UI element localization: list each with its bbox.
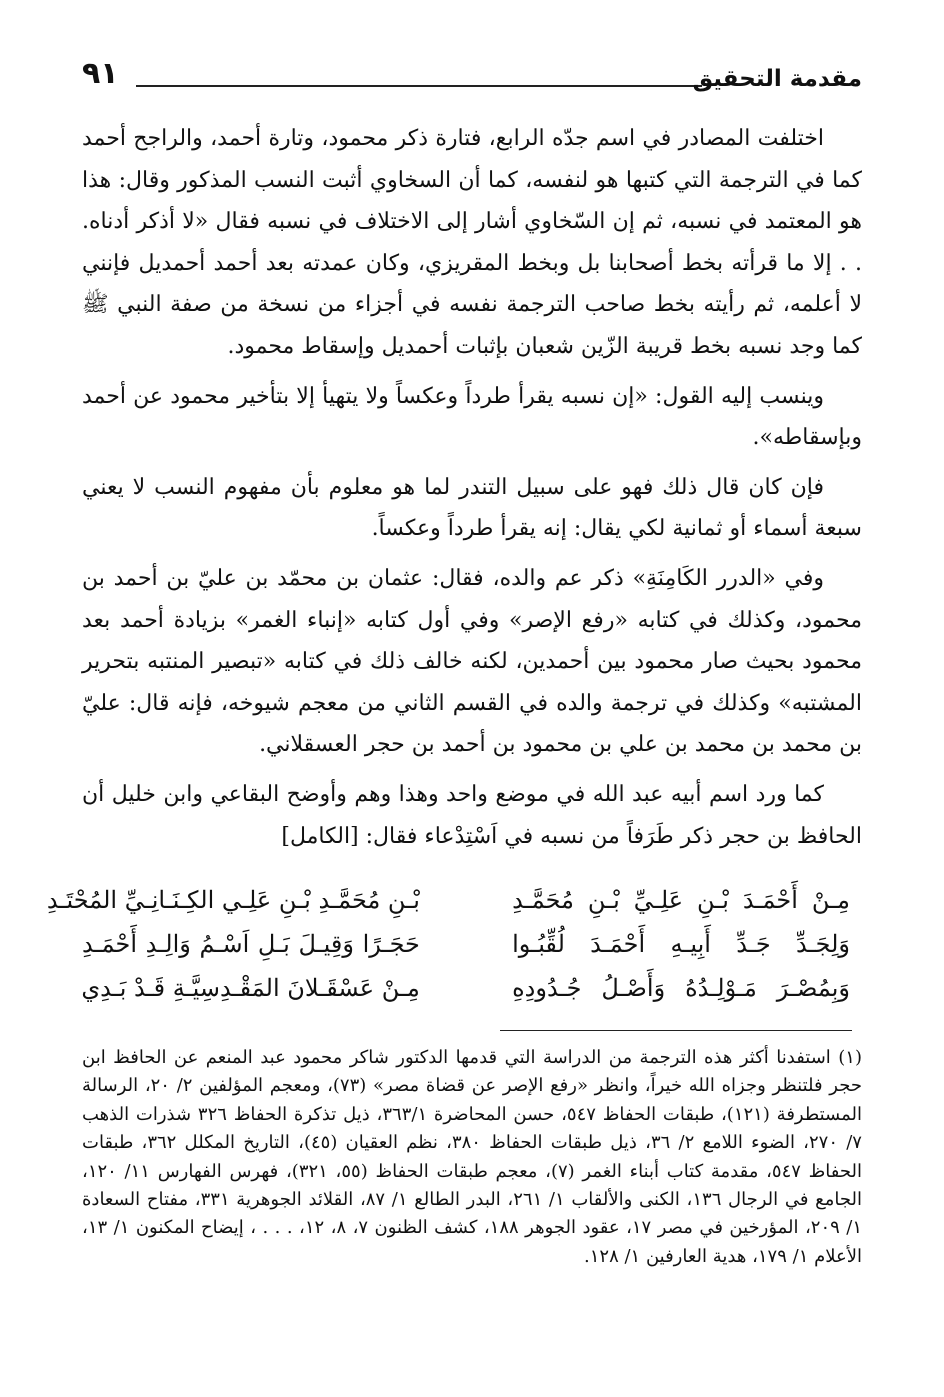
verse-first-hemistich: وَبِمُصْـرَ مَـوْلِـدُهُ وَأَصْـلُ جُـدُودِهِ (512, 974, 850, 1002)
verse-second-hemistich: بْـنِ مُحَمَّـدِ بْـنِ عَلِـي الكِـنَـانِـيِّ المُحْتَـدِ (46, 886, 420, 914)
verse-first-hemistich: مِـنْ أَحْمَـدَ بْـنِ عَلِـيِّ بْـنِ مُحَمَّـدِ (512, 886, 850, 914)
paragraph: كما ورد اسم أبيه عبد الله في موضع واحد وهذا وهم وأوضح البقاعي وابن خليل أن الحافظ بن حجر ذكر طَرَفاً من نسبه في اَسْتِدْعاء فقال: [الكامل] (82, 781, 862, 849)
header-rule (136, 85, 702, 87)
verse-second-hemistich: حَجَـرًا وَقِيـلَ بَـلِ اَسْـمُ وَالِـدِ أَحْمَـدِ (82, 930, 420, 958)
verse-first-hemistich: وَلِجَـدِّ جَـدِّ أَبِيـهِ أَحْمَـدَ لُقِّبُـوا (512, 930, 850, 958)
footnote (82, 1044, 862, 1271)
page-header (82, 52, 862, 104)
paragraph: اختلفت المصادر في اسم جدّه الرابع، فتارة ذكر محمود، وتارة أحمد، والراجح أحمد كما في الترجمة التي كتبها هو لنفسه، كما أن السخاوي أثبت النسب المذكور وقال: هذا هو المعتمد في نسبه، ثم إن السّخاوي أشار إلى الاختلاف في نسبه فقال «لا أذكر أدناه. . . إلا ما قرأته بخط أصحابنا بل وبخط المقريزي، وكان عمدته بعد أحمد أحمديل فإنني لا أعلمه، ثم رأيته بخط صاحب الترجمة نفسه في أجزاء من نسخة من صفة النبي ﷺ كما وجد نسبه بخط قريبة الزّين شعبان بإثبات أحمديل وإسقاط محمود. (82, 126, 862, 359)
verse-second-hemistich: مِـنْ عَسْقَـلانَ المَقْـدِسِيَّـةِ قَـدْ بَـدِي (81, 974, 420, 1002)
paragraph: وفي «الدرر الكَامِنَةِ» ذكر عم والده، فقال: عثمان بن محمّد بن عليّ بن أحمد بن محمود، وكذلك في كتابه «رفع الإصر» وفي أول كتابه «إنباء الغمر» بزيادة أحمد بعد محمود بحيث صار محمود بين أحمدين، لكنه خالف ذلك في كتابه «تبصير المنتبه بتحرير المشتبه» وكذلك في ترجمة والده في القسم الثاني من معجم شيوخه، فإنه قال: عليّ بن محمد بن محمد بن علي بن محمود بن أحمد بن حجر العسقلاني. (82, 565, 862, 758)
footnote-separator (500, 1030, 852, 1031)
running-title: مقدمة التحقيق (692, 66, 862, 92)
poem (46, 878, 850, 1010)
paragraph: وينسب إليه القول: «إن نسبه يقرأ طرداً وعكساً ولا يتهيأ إلا بتأخير محمود عن أحمد وبإسقاطه». (82, 383, 862, 451)
paragraph: فإن كان قال ذلك فهو على سبيل التندر لما هو معلوم بأن مفهوم النسب لا يعني سبعة أسماء أو ثمانية لكي يقال: إنه يقرأ طرداً وعكساً. (82, 474, 862, 542)
poem-verse (82, 966, 850, 1010)
poem-verse (82, 922, 850, 966)
page-number: ٩١ (82, 56, 119, 91)
poem-verse (46, 878, 850, 922)
main-text (82, 118, 862, 865)
footnote-text: (١) استفدنا أكثر هذه الترجمة من الدراسة التي قدمها الدكتور شاكر محمود عبد المنعم عن الحافظ ابن حجر فلتنظر وجزاه الله خيراً، وانظر «رفع الإصر عن قضاة مصر» (٧٣)، ومعجم المؤلفين ٢/ ٢٠، الرسالة المستطرفة (١٢١)، طبقات الحفاظ ٥٤٧، حسن المحاضرة ٣٦٣/١، ذيل تذكرة الحفاظ ٣٢٦ شذرات الذهب ٧/ ٢٧٠، الضوء اللامع ٢/ ٣٦، ذيل طبقات الحفاظ ٣٨٠، نظم العقيان (٤٥)، التاريخ المكلل ٣٦٢، طبقات الحفاظ ٥٤٧، مقدمة كتاب أبناء الغمر (٧)، معجم طبقات الحفاظ (٥٥، ٣٢١)، فهرس الفهارس ١١/ ١٢٠، الجامع في الرجال ١٣٦، الكنى والألقاب ١/ ٢٦١، البدر الطالع ١/ ٨٧، القلائد الجوهرية ٣٣١، مفتاح السعادة ١/ ٢٠٩، المؤرخين في مصر ١٧، عقود الجوهر ١٨٨، كشف الظنون ٧، ٨، ١٢، . . . ، إيضاح المكنون ١/ ١٣، الأعلام ١/ ١٧٩، هدية العارفين ١/ ١٢٨. (82, 1047, 863, 1267)
